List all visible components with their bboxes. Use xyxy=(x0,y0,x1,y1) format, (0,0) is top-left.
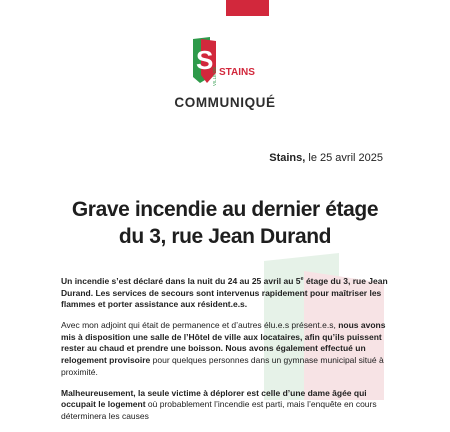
paragraph-2 xyxy=(61,320,397,378)
title-line-1: Grave incendie au dernier étage xyxy=(71,198,379,221)
paragraph-3-bold: Malheureusement, la seule victime à déplorer est celle d’une dame âgée qui occupait le logement xyxy=(61,387,367,410)
logo-letter: S xyxy=(196,45,214,75)
paragraph-2-intro: Avec mon adjoint qui était de permanence et d’autres élu.e.s présent.e.s, xyxy=(61,320,339,331)
logo-name: STAINS xyxy=(219,67,255,78)
paragraph-2-bold: nous avons mis à disposition une salle de l’Hôtel de ville aux locataires, afin qu’ils puissent rester au chaud et prendre une boisson. Nous avons également effectué un relogement provisoire xyxy=(61,320,386,366)
paragraph-1 xyxy=(61,276,397,311)
logo-prefix: VILLE DE xyxy=(212,66,217,86)
dateline-date: le 25 avril 2025 xyxy=(308,152,383,164)
dateline xyxy=(269,152,383,164)
paragraph-3 xyxy=(61,388,397,423)
ville-de-stains-logo xyxy=(190,37,262,87)
communique-heading: COMMUNIQUÉ xyxy=(174,95,276,110)
paragraph-1-bold: Un incendie s’est déclaré dans la nuit du 24 au 25 avril au 5e étage du 3, rue Jean Durand. Les services de secours sont intervenus rapidement pour maîtriser les flammes et porter assistance aux résident.e.s. xyxy=(61,276,388,310)
dateline-place: Stains, xyxy=(269,152,306,164)
press-release-body xyxy=(61,276,397,432)
press-release-title xyxy=(0,196,450,250)
title-line-2: du 3, rue Jean Durand xyxy=(118,225,332,248)
paragraph-3-end: où probablement l’incendie est parti, mais l’enquête en cours déterminera les causes xyxy=(61,399,377,421)
top-accent-bar xyxy=(226,0,269,16)
paragraph-2-end: pour quelques personnes dans un gymnase municipal situé à proximité. xyxy=(61,355,384,377)
